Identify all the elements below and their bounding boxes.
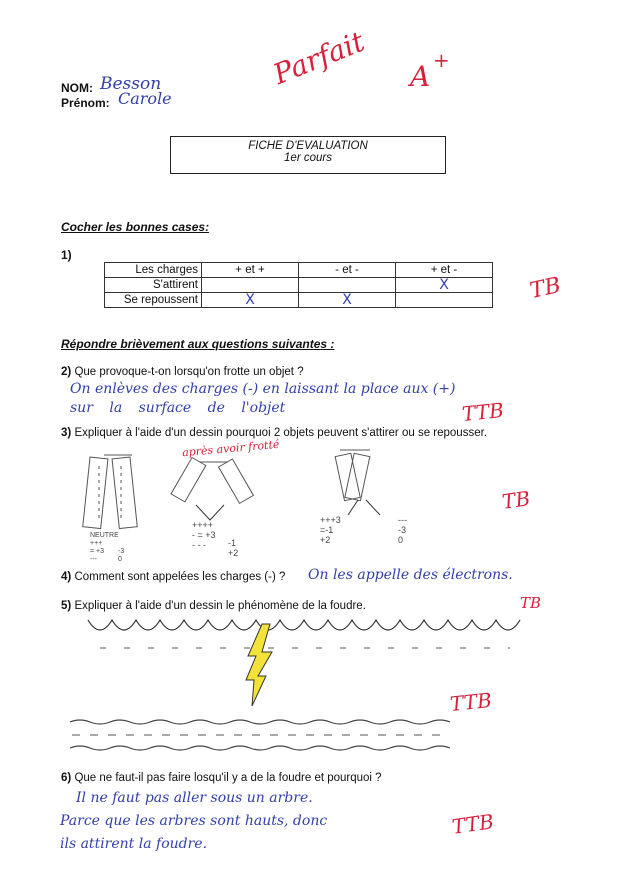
- section1-title: Cocher les bonnes cases:: [61, 220, 210, 234]
- label-minus3: -3: [118, 548, 125, 555]
- check-mark: X: [439, 276, 449, 293]
- title-line2: 1er cours: [284, 152, 332, 164]
- label-minus: ---: [398, 515, 407, 525]
- nom-value: Besson: [100, 74, 162, 94]
- question-number: 6): [61, 772, 72, 784]
- table-header-cell: + et +: [202, 263, 299, 278]
- label-zero: 0: [118, 556, 122, 563]
- grade-q1: TB: [527, 273, 564, 304]
- grade-word: Parfait: [268, 24, 370, 92]
- question-text: Que provoque-t-on lorsqu'on frotte un objet ?: [74, 366, 304, 378]
- question-number: 4): [61, 571, 72, 583]
- label-minus: - - -: [192, 540, 206, 550]
- answer-2-line2: sur la surface de l'objet: [70, 400, 286, 416]
- grade-q2: TTB: [460, 397, 505, 427]
- label-plus: +++: [90, 540, 103, 547]
- prenom-value: Carole: [118, 89, 172, 108]
- label-plus3: - = +3: [192, 530, 216, 540]
- label-zero: 0: [398, 535, 404, 545]
- title-line1: FICHE D'EVALUATION: [248, 140, 368, 152]
- ground-line: [70, 720, 450, 724]
- table-header-cell: Les charges: [105, 263, 202, 278]
- annotation-after-rubbing: après avoir frotté: [181, 437, 280, 460]
- grade-q5-top: TB: [520, 594, 542, 612]
- row-label-repoussent: Se repoussent: [105, 293, 202, 308]
- grade-q3: TB: [500, 486, 532, 514]
- grade-plus: +: [433, 48, 450, 72]
- grade-q6: TTB: [450, 809, 496, 839]
- grade-letter: A: [410, 60, 431, 93]
- answer-6-line2: Parce que les arbres sont hauts, donc: [60, 813, 328, 829]
- section2-title: Répondre brièvement aux questions suivantes :: [61, 337, 335, 351]
- table-header-cell: - et -: [299, 263, 396, 278]
- answer-6-line1: Il ne faut pas aller sous un arbre.: [76, 790, 313, 806]
- question-text: Expliquer à l'aide d'un dessin le phénomène de la foudre.: [74, 600, 366, 612]
- label-plus3: +++3: [320, 515, 341, 525]
- cloud-outline: [88, 620, 520, 630]
- ground-line-2: [70, 746, 450, 750]
- label-minus3: -3: [398, 525, 407, 535]
- label-plus2: +2: [228, 548, 239, 558]
- label-minus1: -1: [228, 538, 237, 548]
- nom-label: NOM:: [61, 81, 93, 95]
- prenom-label: Prénom:: [61, 96, 110, 110]
- answer-2-line1: On enlèves des charges (-) en laissant la place aux (+): [70, 381, 456, 397]
- section1-number: 1): [61, 248, 72, 262]
- check-mark: X: [342, 291, 352, 308]
- question-6: [61, 772, 382, 784]
- question-text: Que ne faut-il pas faire losqu'il y a de la foudre et pourquoi ?: [74, 772, 382, 784]
- answer-4: On les appelle des électrons.: [308, 567, 513, 583]
- label-plus2: +2: [320, 535, 331, 545]
- question-number: 3): [61, 427, 72, 439]
- label-minus: ---: [90, 556, 97, 563]
- label-minus1: =-1: [320, 525, 334, 535]
- grade-q5: TTB: [448, 687, 493, 717]
- label-plus4: ++++: [192, 520, 214, 530]
- answer-6-line3: ils attirent la foudre.: [60, 836, 208, 852]
- question-text: Expliquer à l'aide d'un dessin pourquoi 2 objets peuvent s'attirer ou se repousser.: [74, 427, 487, 439]
- question-number: 5): [61, 600, 72, 612]
- lightning-bolt: [246, 624, 272, 706]
- row-label-attirent: S'attirent: [105, 278, 202, 293]
- check-mark: X: [245, 291, 255, 308]
- table-header-cell: + et -: [396, 263, 493, 278]
- label-neutre: NEUTRE: [90, 532, 119, 539]
- question-number: 2): [61, 366, 72, 378]
- question-text: Comment sont appelées les charges (-) ?: [74, 571, 286, 583]
- label-plus3: = +3: [90, 548, 105, 555]
